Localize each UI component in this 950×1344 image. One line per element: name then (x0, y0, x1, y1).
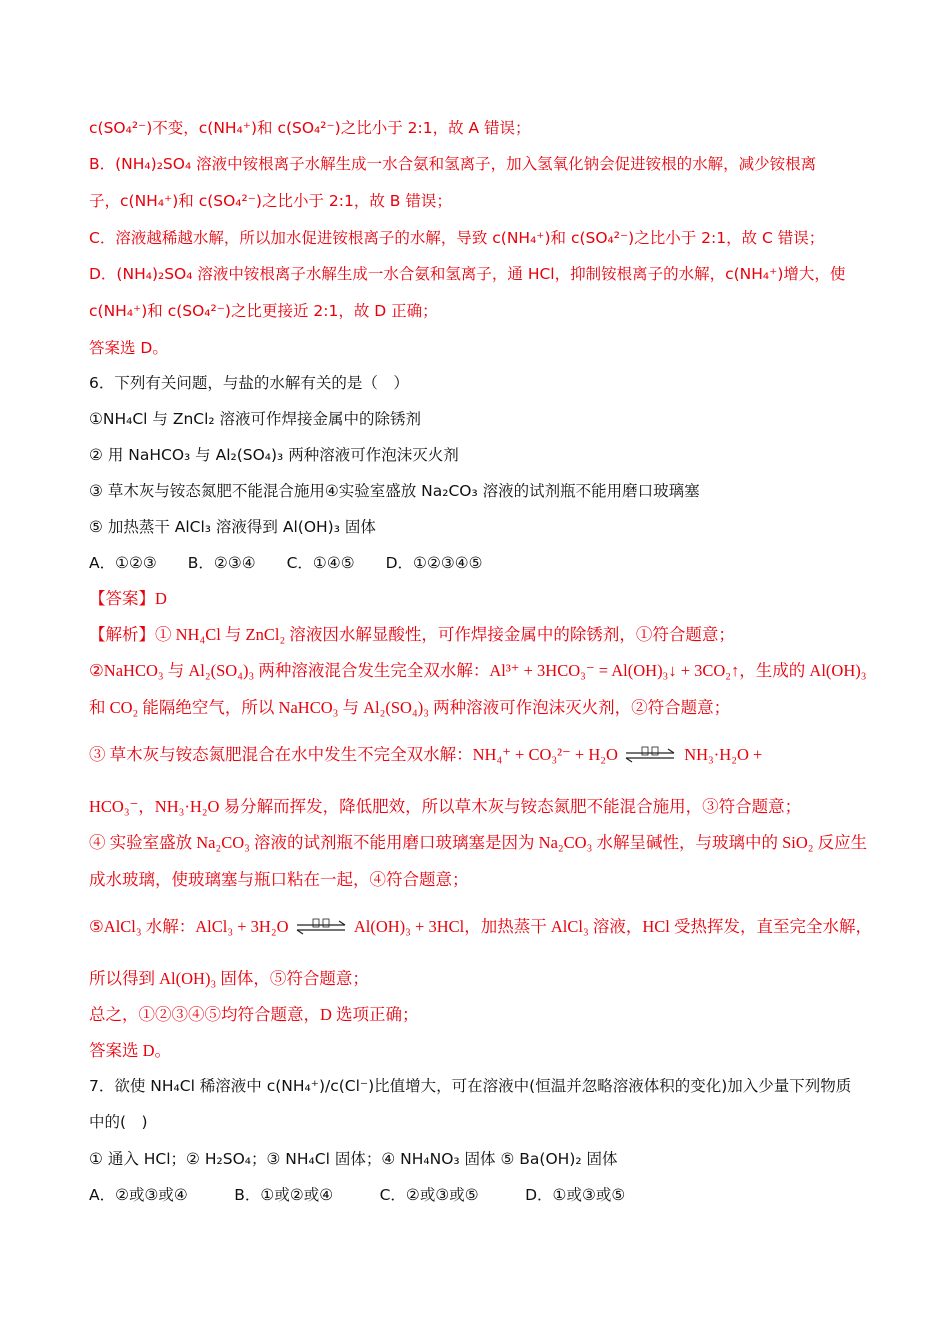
q6-analysis4-post: NH₃·H₂O + (684, 745, 763, 764)
q6-item1: ①NH₄Cl 与 ZnCl₂ 溶液可作焊接金属中的除锈剂 (89, 410, 422, 428)
q6-final: 答案选 D。 (89, 1041, 172, 1060)
q6-stem: 6．下列有关问题，与盐的水解有关的是（ ） (89, 374, 409, 392)
q7-options: A．②或③或④ B．①或②或④ C．②或③或⑤ D．①或③或⑤ (89, 1186, 626, 1204)
q6-analysis9: 所以得到 Al(OH)₃ 固体，⑤符合题意； (89, 969, 369, 988)
q7-items: ① 通入 HCl；② H₂SO₄；③ NH₄Cl 固体；④ NH₄NO₃ 固体 ⑤ Ba(OH)₂ 固体 (89, 1150, 618, 1168)
q6-analysis8-pre: ⑤AlCl₃ 水解：AlCl₃ + 3H₂O (89, 917, 289, 936)
q6-analysis1: 【解析】① NH₄Cl 与 ZnCl₂ 溶液因水解显酸性，可作焊接金属中的除锈剂，①符合题意； (89, 625, 735, 644)
option-b-line1: B．(NH₄)₂SO₄ 溶液中铵根离子水解生成一水合氨和氢离子，加入氢氧化钠会促进铵根的水解，减少铵根离 (89, 155, 817, 173)
q6-summary: 总之，①②③④⑤均符合题意，D 选项正确； (89, 1005, 419, 1024)
q7-stem1: 7．欲使 NH₄Cl 稀溶液中 c(NH₄⁺)/c(Cl⁻)比值增大，可在溶液中(恒温并忽略溶液体积的变化)加入少量下列物质 (89, 1077, 852, 1095)
q6-analysis6: ④ 实验室盛放 Na₂CO₃ 溶液的试剂瓶不能用磨口玻璃塞是因为 Na₂CO₃ 水解呈碱性，与玻璃中的 SiO₂ 反应生 (89, 833, 868, 852)
q6-analysis4 (89, 744, 890, 766)
q7-stem2: 中的( ) (89, 1113, 148, 1131)
q6-analysis8-post: Al(OH)₃ + 3HCl，加热蒸干 AlCl₃ 溶液，HCl 受热挥发，直至完全水解， (353, 917, 872, 936)
q6-answer: 【答案】D (89, 589, 167, 608)
option-b-line2: 子，c(NH₄⁺)和 c(SO₄²⁻)之比小于 2:1，故 B 错误； (89, 192, 452, 210)
q6-analysis2: ②NaHCO₃ 与 Al₂(SO₄)₃ 两种溶液混合发生完全双水解：Al³⁺ + 3HCO₃⁻ = Al(OH)₃↓ + 3CO₂↑，生成的 Al(OH)₃ (89, 661, 867, 680)
equilibrium-arrow-icon (293, 916, 351, 938)
q6-analysis5: HCO₃⁻，NH₃·H₂O 易分解而挥发，降低肥效，所以草木灰与铵态氮肥不能混合施用，③符合题意； (89, 797, 802, 816)
prev-answer: 答案选 D。 (89, 339, 168, 357)
q6-item5: ⑤ 加热蒸干 AlCl₃ 溶液得到 Al(OH)₃ 固体 (89, 518, 376, 536)
q6-item3: ③ 草木灰与铵态氮肥不能混合施用④实验室盛放 Na₂CO₃ 溶液的试剂瓶不能用磨口玻璃塞 (89, 482, 700, 500)
equilibrium-arrow-icon (622, 744, 680, 766)
q6-analysis7: 成水玻璃，使玻璃塞与瓶口粘在一起，④符合题意； (89, 870, 469, 889)
option-c-line: C．溶液越稀越水解，所以加水促进铵根离子的水解，导致 c(NH₄⁺)和 c(SO₄²⁻)之比小于 2:1，故 C 错误； (89, 229, 825, 247)
q6-options: A．①②③ B．②③④ C．①④⑤ D．①②③④⑤ (89, 554, 483, 572)
option-d-line2: c(NH₄⁺)和 c(SO₄²⁻)之比更接近 2:1，故 D 正确； (89, 302, 438, 320)
q6-analysis8 (89, 916, 890, 938)
q6-analysis3: 和 CO₂ 能隔绝空气，所以 NaHCO₃ 与 Al₂(SO₄)₃ 两种溶液可作泡沫灭火剂，②符合题意； (89, 698, 731, 717)
q6-analysis4-pre: ③ 草木灰与铵态氮肥混合在水中发生不完全双水解：NH₄⁺ + CO₃²⁻ + H₂O (89, 745, 618, 764)
q6-item2: ② 用 NaHCO₃ 与 Al₂(SO₄)₃ 两种溶液可作泡沫灭火剂 (89, 446, 459, 464)
option-d-line1: D．(NH₄)₂SO₄ 溶液中铵根离子水解生成一水合氨和氢离子，通 HCl，抑制铵根离子的水解，c(NH₄⁺)增大，使 (89, 265, 846, 283)
option-a-tail: c(SO₄²⁻)不变，c(NH₄⁺)和 c(SO₄²⁻)之比小于 2:1，故 A 错误； (89, 119, 531, 137)
